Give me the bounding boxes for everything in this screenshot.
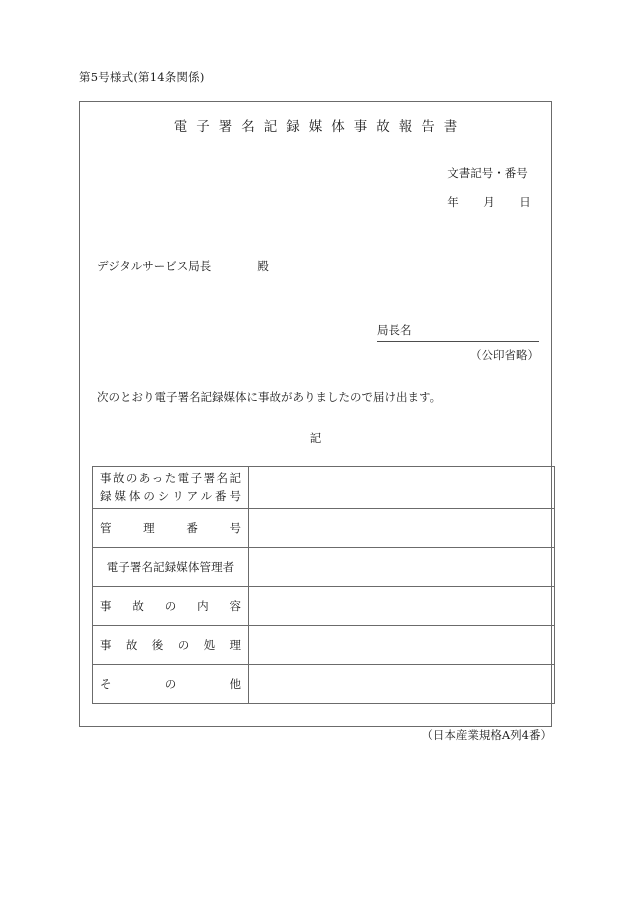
date-month-label: 月 — [483, 194, 495, 209]
body-statement: 次のとおり電子署名記録媒体に事故がありましたので届け出ます。 — [97, 390, 442, 404]
signer-block — [377, 325, 539, 361]
row-label-management-number — [93, 509, 249, 548]
table-row — [93, 587, 555, 626]
row-label-text: 管理番号 — [100, 520, 241, 535]
row-label-text: 電子署名記録媒体管理者 — [106, 559, 235, 574]
date-year-label: 年 — [447, 194, 459, 209]
row-label-text: 事故後の処理 — [100, 637, 241, 652]
document-symbol-number: 文書記号・番号 — [447, 166, 528, 180]
form-number: 第5号様式(第14条関係) — [79, 70, 205, 84]
seal-omitted-note: （公印省略） — [470, 347, 539, 362]
incident-table — [92, 466, 555, 704]
row-value-post-incident-action[interactable] — [249, 626, 555, 665]
row-label-media-manager — [93, 548, 249, 587]
table-row — [93, 548, 555, 587]
row-value-incident-details[interactable] — [249, 587, 555, 626]
row-label-other — [93, 665, 249, 704]
row-label-text: 事故の内容 — [100, 598, 241, 613]
addressee-name: デジタルサービス局長 — [97, 259, 212, 273]
row-label-line1: 事故のあった電子署名記 — [100, 471, 241, 486]
date-day-label: 日 — [519, 194, 531, 209]
paper-size-note: （日本産業規格A列4番） — [421, 728, 552, 742]
table-row — [93, 467, 555, 509]
row-label-text: その他 — [100, 676, 241, 691]
ki-marker: 記 — [309, 431, 322, 445]
row-value-management-number[interactable] — [249, 509, 555, 548]
document-frame — [79, 101, 552, 727]
addressee-honorific: 殿 — [257, 259, 269, 273]
row-label-post-incident-action — [93, 626, 249, 665]
table-row — [93, 509, 555, 548]
row-label-incident-details — [93, 587, 249, 626]
table-row — [93, 626, 555, 665]
addressee — [97, 261, 269, 273]
document-date — [447, 194, 535, 209]
row-label-line2: 録媒体のシリアル番号 — [100, 488, 241, 503]
table-row — [93, 665, 555, 704]
page-title: 電子署名記録媒体事故報告書 — [173, 119, 467, 135]
row-label-serial-number — [93, 467, 249, 509]
document-meta — [447, 168, 535, 208]
signer-name-field[interactable]: 局長名 — [377, 325, 539, 342]
row-value-other[interactable] — [249, 665, 555, 704]
row-value-serial-number[interactable] — [249, 467, 555, 509]
row-value-media-manager[interactable] — [249, 548, 555, 587]
